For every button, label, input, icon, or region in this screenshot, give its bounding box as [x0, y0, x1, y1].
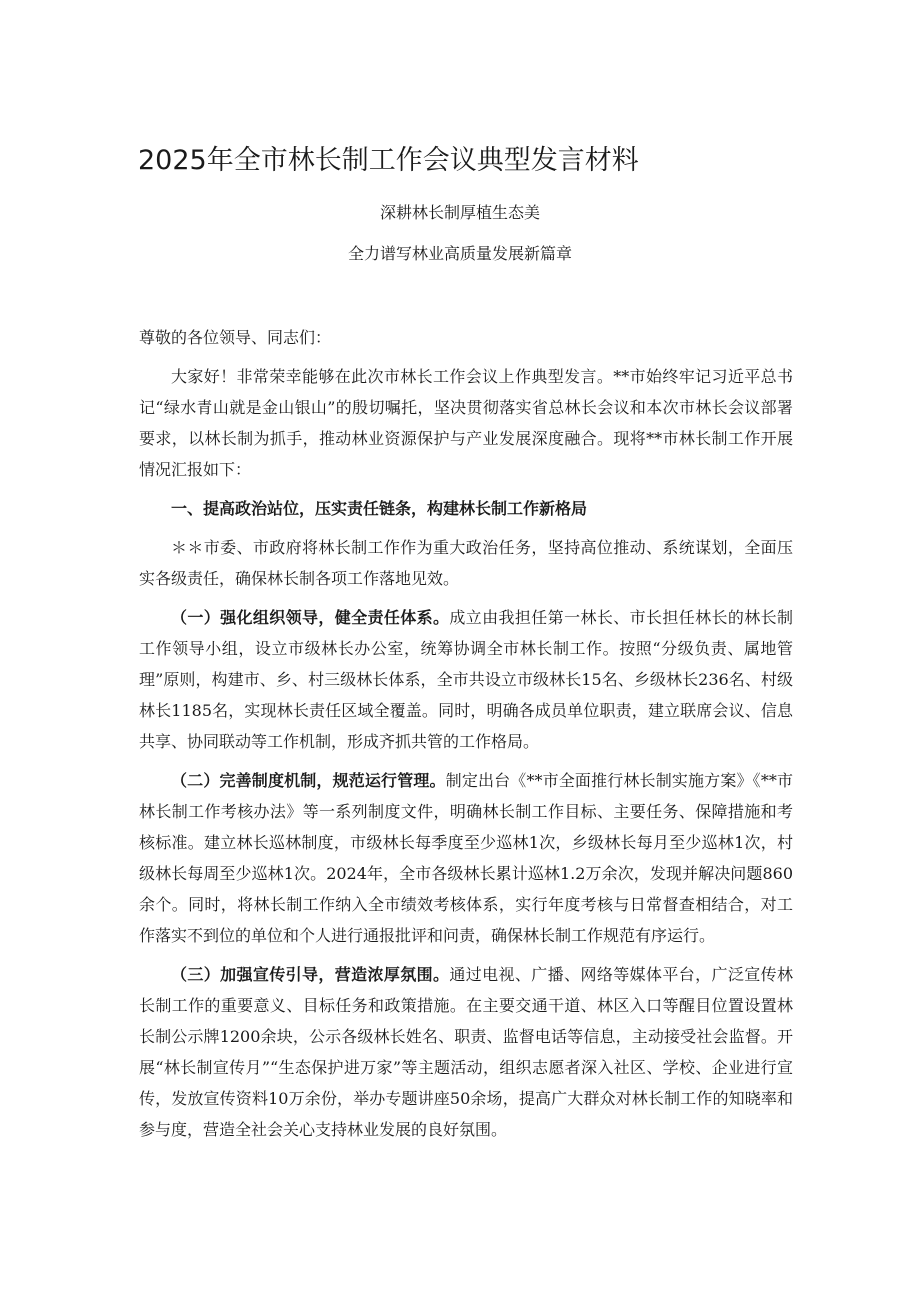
section-heading: 一、提高政治站位，压实责任链条，构建林长制工作新格局 [171, 499, 588, 518]
item-lead-2: （二）完善制度机制，规范运行管理。 [171, 771, 446, 790]
intro-paragraph: 大家好！非常荣幸能够在此次市林长工作会议上作典型发言。**市始终牢记习近平总书记“绿水青山就是金山银山”的殷切嘱托，坚决贯彻落实省总林长会议和本次市林长会议部署要求，以林长制为抓手，推动林业资源保护与产业发展深度融合。现将**市林长制工作开展情况汇报如下： [139, 367, 793, 479]
document-body [139, 322, 793, 1153]
item-text-3: 通过电视、广播、网络等媒体平台，广泛宣传林长制工作的重要意义、目标任务和政策措施。在主要交通干道、林区入口等醒目位置设置林长制公示牌1200余块，公示各级林长姓名、职责、监督电话等信息，主动接受社会监督。开展“林长制宣传月”“生态保护进万家”等主题活动，组织志愿者深入社区、学校、企业进行宣传，发放宣传资料10万余份，举办专题讲座50余场，提高广大群众对林长制工作的知晓率和参与度，营造全社会关心支持林业发展的良好氛围。 [139, 965, 793, 1139]
section-intro-paragraph: ＊＊市委、市政府将林长制工作作为重大政治任务，坚持高位推动、系统谋划，全面压实各级责任，确保林长制各项工作落地见效。 [139, 538, 793, 588]
item-text-1: 成立由我担任第一林长、市长担任林长的林长制工作领导小组，设立市级林长办公室，统筹协调全市林长制工作。按照“分级负责、属地管理”原则，构建市、乡、村三级林长体系，全市共设立市级林长15名、乡级林长236名、村级林长1185名，实现林长责任区域全覆盖。同时，明确各成员单位职责，建立联席会议、信息共享、协同联动等工作机制，形成齐抓共管的工作格局。 [139, 608, 793, 751]
subtitle-line-1: 深耕林长制厚植生态美 [379, 203, 540, 222]
item-paragraph-3 [139, 959, 793, 1145]
item-paragraph-1 [139, 602, 793, 757]
salutation: 尊敬的各位领导、同志们： [139, 328, 332, 347]
item-paragraph-2 [139, 765, 793, 951]
document-title: 2025年全市林长制工作会议典型发言材料 [138, 145, 639, 176]
item-text-2: 制定出台《**市全面推行林长制实施方案》《**市林长制工作考核办法》等一系列制度文件，明确林长制工作目标、主要任务、保障措施和考核标准。建立林长巡林制度，市级林长每季度至少巡林1次，乡级林长每月至少巡林1次，村级林长每周至少巡林1次。2024年，全市各级林长累计巡林1.2万余次，发现并解决问题860余个。同时，将林长制工作纳入全市绩效考核体系，实行年度考核与日常督查相结合，对工作落实不到位的单位和个人进行通报批评和问责，确保林长制工作规范有序运行。 [139, 771, 793, 945]
item-lead-1: （一）强化组织领导，健全责任体系。 [171, 608, 450, 627]
subtitle-line-2: 全力谱写林业高质量发展新篇章 [347, 244, 572, 263]
item-lead-3: （三）加强宣传引导，营造浓厚氛围。 [171, 965, 450, 984]
